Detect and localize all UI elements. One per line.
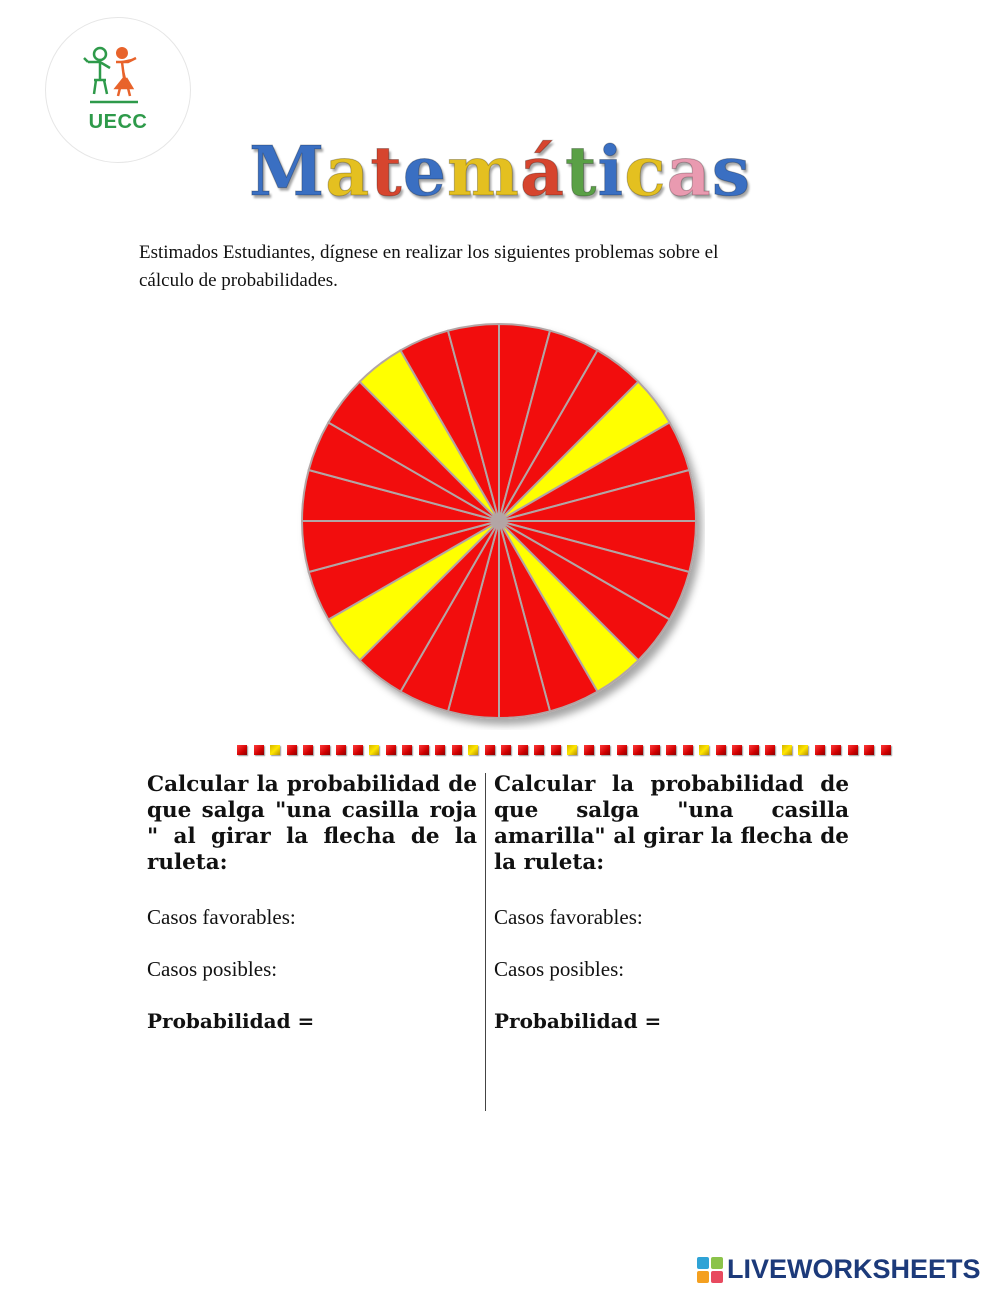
red-possible-cases: Casos posibles: <box>147 957 278 981</box>
divider-square <box>237 745 247 755</box>
divider-square <box>485 745 495 755</box>
divider-square <box>683 745 693 755</box>
yellow-favorable-cases: Casos favorables: <box>494 905 643 929</box>
intro-text <box>139 239 829 295</box>
divider-square <box>353 745 363 755</box>
divider-square <box>468 745 478 755</box>
problem-red-question: Calcular la probabilidad de que salga "una casilla roja " al girar la flecha de la ruleta: <box>147 772 477 875</box>
footer-brand <box>697 1254 981 1285</box>
title-letter: t <box>565 132 598 212</box>
title-letter: c <box>624 132 667 212</box>
divider-square <box>831 745 841 755</box>
divider-square <box>666 745 676 755</box>
divider-square <box>336 745 346 755</box>
divider-square <box>452 745 462 755</box>
divider-square <box>567 745 577 755</box>
title-letter: a <box>325 132 371 212</box>
yellow-possible-cases: Casos posibles: <box>494 957 625 981</box>
divider-square <box>864 745 874 755</box>
divider-square <box>435 745 445 755</box>
divider-square <box>699 745 709 755</box>
divider-square <box>402 745 412 755</box>
column-divider <box>485 773 486 1111</box>
divider-square <box>782 745 792 755</box>
children-logo-icon <box>80 44 156 106</box>
problem-red <box>147 772 477 876</box>
title-letter: s <box>711 132 752 212</box>
divider-square <box>270 745 280 755</box>
divider-square <box>518 745 528 755</box>
divider-square <box>633 745 643 755</box>
divider-square <box>551 745 561 755</box>
divider-square <box>650 745 660 755</box>
divider-square <box>254 745 264 755</box>
yellow-probability: Probabilidad = <box>494 1009 662 1033</box>
intro-line-2: cálculo de probabilidades. <box>139 270 338 291</box>
divider-square <box>386 745 396 755</box>
divider-square <box>320 745 330 755</box>
title-letter: á <box>519 132 565 212</box>
title-letter: e <box>402 132 447 212</box>
title-letter: m <box>446 132 520 212</box>
title-letter: i <box>597 132 625 212</box>
divider-square <box>303 745 313 755</box>
logo-text: UECC <box>88 111 148 133</box>
footer-brand-text: LIVEWORKSHEETS <box>727 1254 981 1284</box>
page-title <box>0 132 1000 212</box>
divider-square <box>749 745 759 755</box>
problem-yellow-question: Calcular la probabilidad de que salga "una casilla amarilla" al girar la flecha de la ruleta: <box>494 772 849 875</box>
decorative-divider <box>237 745 891 755</box>
red-favorable-cases: Casos favorables: <box>147 905 296 929</box>
liveworksheets-logo-icon <box>697 1257 723 1283</box>
title-letter: a <box>666 132 712 212</box>
problem-yellow <box>494 772 849 876</box>
divider-square <box>534 745 544 755</box>
divider-square <box>798 745 808 755</box>
divider-square <box>419 745 429 755</box>
roulette-wheel <box>293 318 705 730</box>
divider-square <box>287 745 297 755</box>
divider-square <box>765 745 775 755</box>
divider-square <box>617 745 627 755</box>
divider-square <box>848 745 858 755</box>
divider-square <box>584 745 594 755</box>
red-probability: Probabilidad = <box>147 1009 315 1033</box>
intro-line-1: Estimados Estudiantes, dígnese en realizar los siguientes problemas sobre el <box>139 242 719 263</box>
divider-square <box>716 745 726 755</box>
divider-square <box>501 745 511 755</box>
title-letter: M <box>248 132 326 212</box>
divider-square <box>600 745 610 755</box>
title-letter: t <box>370 132 403 212</box>
divider-square <box>881 745 891 755</box>
divider-square <box>732 745 742 755</box>
divider-square <box>369 745 379 755</box>
divider-square <box>815 745 825 755</box>
